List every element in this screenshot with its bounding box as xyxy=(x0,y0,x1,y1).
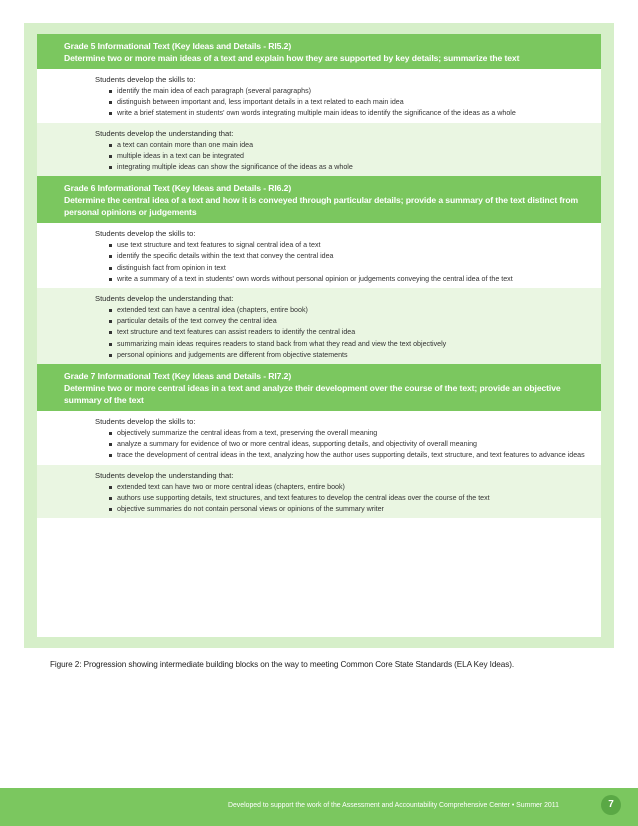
list-item: multiple ideas in a text can be integrated xyxy=(109,151,593,162)
grade-5-title: Grade 5 Informational Text (Key Ideas and Details - RI5.2) xyxy=(64,41,292,51)
grade-7-skills-intro: Students develop the skills to: xyxy=(95,417,196,427)
list-item: extended text can have a central idea (chapters, entire book) xyxy=(109,305,593,316)
list-item: particular details of the text convey the central idea xyxy=(109,316,593,327)
grade-5-skills-intro: Students develop the skills to: xyxy=(95,75,196,84)
list-item: write a brief statement in students' own words integrating multiple main ideas to identify the significance of the ideas as a whole xyxy=(109,108,593,119)
list-item: a text can contain more than one main idea xyxy=(109,140,593,151)
grade-5-band xyxy=(37,34,601,69)
list-item: extended text can have two or more central ideas (chapters, entire book) xyxy=(109,482,593,493)
grade-5-skills xyxy=(37,69,601,123)
grade-7-skills xyxy=(37,411,601,465)
figure-frame xyxy=(24,23,614,648)
list-item: analyze a summary for evidence of two or more central ideas, supporting details, and objectivity of overall meaning xyxy=(109,439,593,450)
list-item: use text structure and text features to signal central idea of a text xyxy=(109,240,593,251)
list-item: objectively summarize the central ideas from a text, preserving the overall meaning xyxy=(109,428,593,439)
grade-6-understanding-intro: Students develop the understanding that: xyxy=(95,294,234,304)
grade-6-skills xyxy=(37,223,601,288)
list-item: trace the development of central ideas in the text, analyzing how the author uses supporting details, text structure, and text features to advance ideas xyxy=(109,450,593,461)
grade-6-understanding xyxy=(37,288,601,364)
list-item: personal opinions and judgements are different from objective statements xyxy=(109,350,593,361)
grade-5-heading: Determine two or more main ideas of a text and explain how they are supported by key details; summarize the text xyxy=(64,53,520,63)
grade-7-title: Grade 7 Informational Text (Key Ideas and Details - RI7.2) xyxy=(64,371,292,382)
list-item: distinguish between important and, less important details in a text related to each main idea xyxy=(109,97,593,108)
list-item: summarizing main ideas requires readers to stand back from what they read and view the text objectively xyxy=(109,339,593,350)
list-item: authors use supporting details, text structures, and text features to develop the central ideas over the course of the text xyxy=(109,493,593,504)
page-number: 7 xyxy=(601,795,621,815)
grade-7-heading: Determine two or more central ideas in a text and analyze their development over the course of the text; provide an objective summary of the text xyxy=(64,383,561,406)
grade-6-skills-intro: Students develop the skills to: xyxy=(95,229,196,239)
grade-6-title: Grade 6 Informational Text (Key Ideas and Details - RI6.2) xyxy=(64,183,292,194)
page-footer xyxy=(0,788,638,826)
grade-7-understanding-intro: Students develop the understanding that: xyxy=(95,470,234,480)
list-item: identify the specific details within the text that convey the central idea xyxy=(109,251,593,262)
grade-5-understanding-intro: Students develop the understanding that: xyxy=(95,128,234,138)
footer-text: Developed to support the work of the Assessment and Accountability Comprehensive Center • Summer 2011 xyxy=(228,802,559,809)
figure-caption: Figure 2: Progression showing intermediate building blocks on the way to meeting Common Core State Standards (ELA Key Ideas). xyxy=(50,660,514,669)
list-item: distinguish fact from opinion in text xyxy=(109,263,593,274)
progression-panel xyxy=(37,34,601,637)
list-item: objective summaries do not contain personal views or opinions of the summary writer xyxy=(109,504,593,515)
list-item: identify the main idea of each paragraph (several paragraphs) xyxy=(109,86,593,97)
grade-7-band xyxy=(37,364,601,411)
grade-7-understanding xyxy=(37,465,601,519)
grade-6-heading: Determine the central idea of a text and how it is conveyed through particular details; provide a summary of the text distinct from personal opinions or judgements xyxy=(64,195,579,218)
grade-5-understanding xyxy=(37,123,601,177)
grade-6-band xyxy=(37,176,601,223)
list-item: integrating multiple ideas can show the significance of the ideas as a whole xyxy=(109,162,593,173)
list-item: write a summary of a text in students' own words without personal opinion or judgements conveying the central idea of the text xyxy=(109,274,593,285)
list-item: text structure and text features can assist readers to identify the central idea xyxy=(109,327,593,338)
